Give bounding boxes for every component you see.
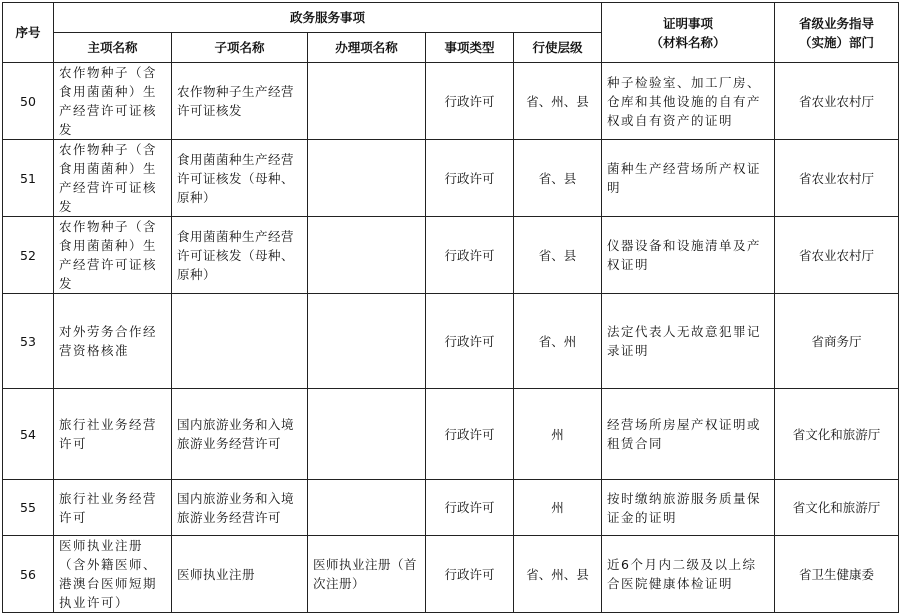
table-row	[3, 63, 899, 140]
row-seq: 54	[3, 389, 54, 480]
row-seq: 50	[3, 63, 54, 140]
row-proof: 仪器设备和设施清单及产权证明	[602, 217, 775, 294]
row-item-type: 行政许可	[426, 294, 514, 389]
item-type-header: 事项类型	[426, 33, 514, 63]
row-sub-item	[172, 294, 308, 389]
row-item-type: 行政许可	[426, 389, 514, 480]
row-handle-item	[308, 217, 426, 294]
row-level: 省、州	[514, 294, 602, 389]
row-sub-item: 国内旅游业务和入境旅游业务经营许可	[172, 480, 308, 536]
row-item-type: 行政许可	[426, 536, 514, 613]
row-proof: 经营场所房屋产权证明或租赁合同	[602, 389, 775, 480]
row-proof: 菌种生产经营场所产权证明	[602, 140, 775, 217]
handle-item-header: 办理项名称	[308, 33, 426, 63]
row-item-type: 行政许可	[426, 63, 514, 140]
seq-header: 序号	[3, 3, 54, 63]
row-main-item: 对外劳务合作经营资格核准	[54, 294, 172, 389]
row-item-type: 行政许可	[426, 140, 514, 217]
row-sub-item: 农作物种子生产经营许可证核发	[172, 63, 308, 140]
row-level: 州	[514, 480, 602, 536]
proof-header-line1: 证明事项	[662, 15, 713, 31]
proof-header-line2: （材料名称）	[650, 34, 726, 50]
table-row	[3, 480, 899, 536]
row-dept: 省农业农村厅	[775, 217, 899, 294]
row-handle-item	[308, 480, 426, 536]
main-item-header: 主项名称	[54, 33, 172, 63]
row-seq: 55	[3, 480, 54, 536]
row-seq: 51	[3, 140, 54, 217]
row-sub-item: 医师执业注册	[172, 536, 308, 613]
table-row	[3, 217, 899, 294]
row-main-item: 农作物种子（含食用菌菌种）生产经营许可证核发	[54, 217, 172, 294]
dept-header-line2: （实施）部门	[798, 34, 874, 50]
row-dept: 省农业农村厅	[775, 140, 899, 217]
dept-header-line1: 省级业务指导	[798, 15, 874, 31]
row-sub-item: 国内旅游业务和入境旅游业务经营许可	[172, 389, 308, 480]
row-main-item: 医师执业注册（含外籍医师、港澳台医师短期执业许可）	[54, 536, 172, 613]
row-main-item: 农作物种子（含食用菌菌种）生产经营许可证核发	[54, 140, 172, 217]
row-proof: 法定代表人无故意犯罪记录证明	[602, 294, 775, 389]
row-item-type: 行政许可	[426, 217, 514, 294]
header-row-1	[3, 3, 899, 33]
row-dept: 省农业农村厅	[775, 63, 899, 140]
row-item-type: 行政许可	[426, 480, 514, 536]
service-items-group-header: 政务服务事项	[54, 3, 602, 33]
row-level: 州	[514, 389, 602, 480]
row-dept: 省文化和旅游厅	[775, 480, 899, 536]
row-dept: 省卫生健康委	[775, 536, 899, 613]
row-handle-item: 医师执业注册（首次注册）	[308, 536, 426, 613]
row-handle-item	[308, 140, 426, 217]
row-main-item: 旅行社业务经营许可	[54, 480, 172, 536]
row-main-item: 旅行社业务经营许可	[54, 389, 172, 480]
row-level: 省、县	[514, 140, 602, 217]
proof-header	[602, 3, 775, 63]
table-row	[3, 536, 899, 613]
row-proof: 近6个月内二级及以上综合医院健康体检证明	[602, 536, 775, 613]
row-sub-item: 食用菌菌种生产经营许可证核发（母种、原种）	[172, 217, 308, 294]
table-row	[3, 140, 899, 217]
row-level: 省、县	[514, 217, 602, 294]
row-proof: 种子检验室、加工厂房、仓库和其他设施的自有产权或自有资产的证明	[602, 63, 775, 140]
row-dept: 省文化和旅游厅	[775, 389, 899, 480]
row-level: 省、州、县	[514, 63, 602, 140]
table-row	[3, 294, 899, 389]
table-row	[3, 389, 899, 480]
row-main-item: 农作物种子（含食用菌菌种）生产经营许可证核发	[54, 63, 172, 140]
sub-item-header: 子项名称	[172, 33, 308, 63]
row-proof: 按时缴纳旅游服务质量保证金的证明	[602, 480, 775, 536]
row-handle-item	[308, 294, 426, 389]
level-header: 行使层级	[514, 33, 602, 63]
dept-header	[775, 3, 899, 63]
service-items-table	[2, 2, 899, 613]
row-handle-item	[308, 389, 426, 480]
row-level: 省、州、县	[514, 536, 602, 613]
row-seq: 52	[3, 217, 54, 294]
row-seq: 56	[3, 536, 54, 613]
row-dept: 省商务厅	[775, 294, 899, 389]
row-seq: 53	[3, 294, 54, 389]
row-handle-item	[308, 63, 426, 140]
row-sub-item: 食用菌菌种生产经营许可证核发（母种、原种）	[172, 140, 308, 217]
